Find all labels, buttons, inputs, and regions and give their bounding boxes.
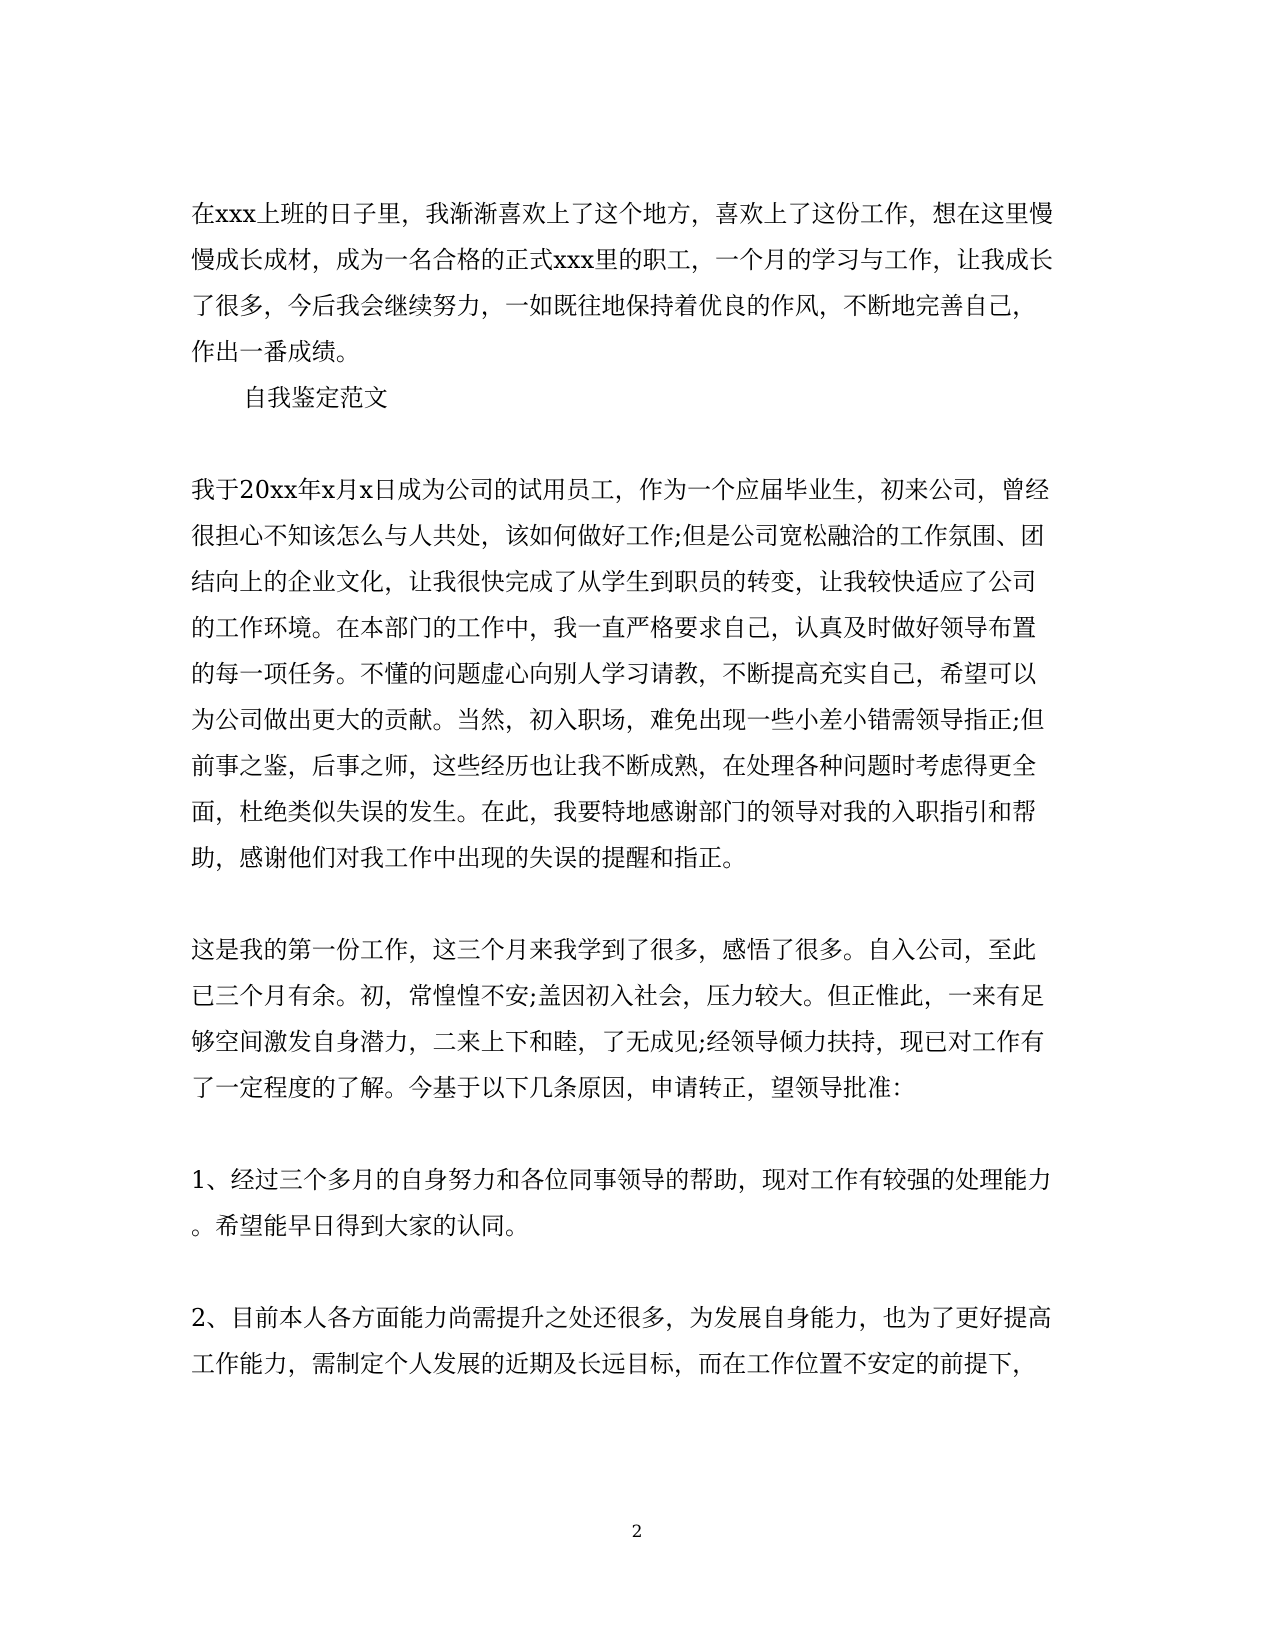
paragraph-2-line-9: 助，感谢他们对我工作中出现的失误的提醒和指正。 bbox=[191, 844, 747, 872]
paragraph-2-line-8: 面，杜绝类似失误的发生。在此，我要特地感谢部门的领导对我的入职指引和帮 bbox=[191, 798, 1037, 826]
paragraph-3-line-1: 这是我的第一份工作，这三个月来我学到了很多，感悟了很多。自入公司，至此 bbox=[191, 936, 1037, 964]
paragraph-5-line-1: 2、目前本人各方面能力尚需提升之处还很多，为发展自身能力，也为了更好提高 bbox=[191, 1304, 1052, 1332]
paragraph-4-line-2: 。希望能早日得到大家的认同。 bbox=[191, 1212, 530, 1240]
paragraph-1-line-2: 慢成长成材，成为一名合格的正式xxx里的职工，一个月的学习与工作，让我成长 bbox=[191, 246, 1054, 274]
page-number: 2 bbox=[631, 1522, 643, 1542]
paragraph-1-line-3: 了很多，今后我会继续努力，一如既往地保持着优良的作风，不断地完善自己， bbox=[191, 292, 1037, 320]
paragraph-2-line-1: 我于20xx年x月x日成为公司的试用员工，作为一个应届毕业生，初来公司，曾经 bbox=[191, 476, 1050, 504]
paragraph-3-line-4: 了一定程度的了解。今基于以下几条原因，申请转正，望领导批准： bbox=[191, 1074, 916, 1102]
paragraph-3-line-3: 够空间激发自身潜力，二来上下和睦，了无成见;经领导倾力扶持，现已对工作有 bbox=[191, 1028, 1045, 1056]
paragraph-5-line-2: 工作能力，需制定个人发展的近期及长远目标，而在工作位置不安定的前提下， bbox=[191, 1350, 1037, 1378]
paragraph-1-line-1: 在xxx上班的日子里，我渐渐喜欢上了这个地方，喜欢上了这份工作，想在这里慢 bbox=[191, 200, 1054, 228]
paragraph-2-line-7: 前事之鉴，后事之师，这些经历也让我不断成熟，在处理各种问题时考虑得更全 bbox=[191, 752, 1037, 780]
paragraph-3-line-2: 已三个月有余。初，常惶惶不安;盖因初入社会，压力较大。但正惟此，一来有足 bbox=[191, 982, 1045, 1010]
paragraph-2-line-6: 为公司做出更大的贡献。当然，初入职场，难免出现一些小差小错需领导指正;但 bbox=[191, 706, 1045, 734]
paragraph-4-line-1: 1、经过三个多月的自身努力和各位同事领导的帮助，现对工作有较强的处理能力 bbox=[191, 1166, 1052, 1194]
section-heading: 自我鉴定范文 bbox=[243, 384, 388, 412]
paragraph-2-line-5: 的每一项任务。不懂的问题虚心向别人学习请教，不断提高充实自己，希望可以 bbox=[191, 660, 1037, 688]
paragraph-2-line-3: 结向上的企业文化，让我很快完成了从学生到职员的转变，让我较快适应了公司 bbox=[191, 568, 1037, 596]
paragraph-2-line-4: 的工作环境。在本部门的工作中，我一直严格要求自己，认真及时做好领导布置 bbox=[191, 614, 1037, 642]
paragraph-2-line-2: 很担心不知该怎么与人共处，该如何做好工作;但是公司宽松融洽的工作氛围、团 bbox=[191, 522, 1045, 550]
paragraph-1-line-4: 作出一番成绩。 bbox=[191, 338, 361, 366]
